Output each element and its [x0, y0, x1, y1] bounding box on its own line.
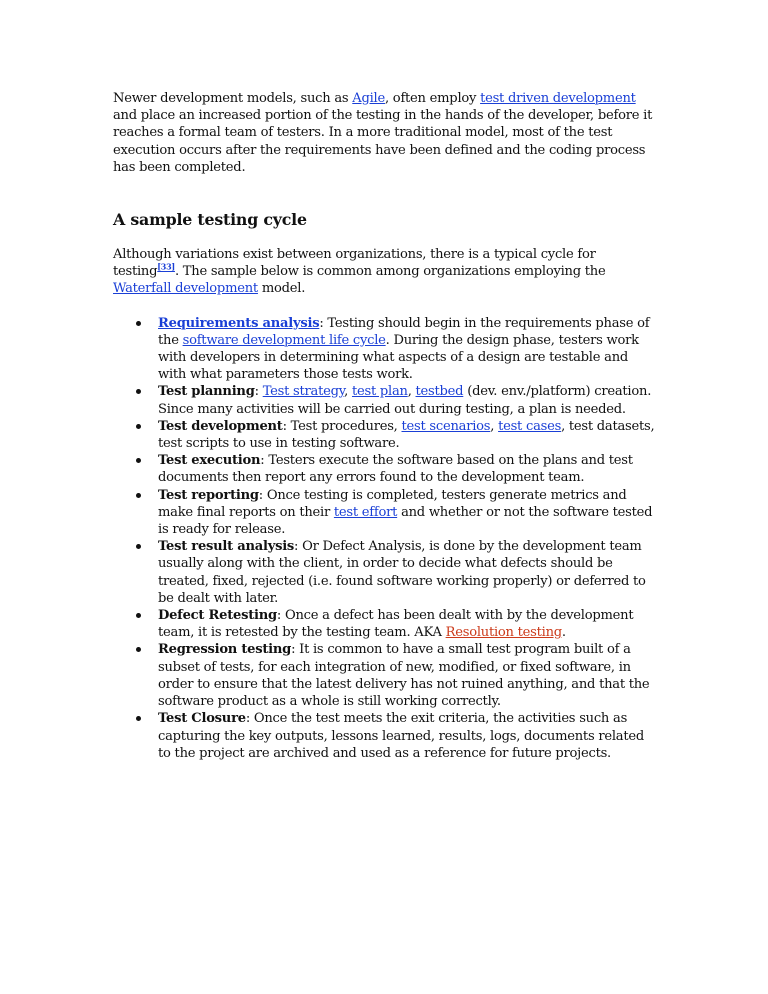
- text-segment: : Once a defect has been dealt with by the development team, it is retested by the testing team. AKA: [158, 608, 634, 641]
- term-label: Test reporting: [158, 487, 259, 503]
- text-segment: and place an increased portion of the testing in the hands of the developer, before it reaches a formal team of testers. In a more traditional model, most of the test execution occurs after the requirements have been defined and the coding process has been completed.: [113, 108, 653, 175]
- text-segment: .: [561, 625, 566, 641]
- term-label: Test execution: [158, 453, 261, 469]
- list-item-test-execution: [158, 452, 658, 486]
- lead-paragraph: [113, 246, 658, 298]
- list-item-defect-retesting: [158, 607, 658, 641]
- text-segment: . During the design phase, testers work with developers in determining what aspects of a design are testable and with what parameters those tests work.: [158, 332, 639, 383]
- link-resolution-testing[interactable]: Resolution testing: [445, 625, 562, 641]
- term-label: Test result analysis: [158, 539, 295, 555]
- link-test-strategy[interactable]: Test strategy: [262, 384, 345, 400]
- link-test-plan[interactable]: test plan: [351, 384, 408, 400]
- list-item-test-reporting: [158, 487, 658, 539]
- link-test-cases[interactable]: test cases: [498, 418, 562, 434]
- list-item-test-result-analysis: [158, 538, 658, 607]
- list-item-test-planning: [158, 383, 658, 417]
- link-test-scenarios[interactable]: test scenarios: [401, 418, 491, 434]
- text-segment: ,: [407, 384, 416, 400]
- section-heading: A sample testing cycle: [113, 210, 307, 230]
- term-label: Test development: [158, 418, 283, 434]
- text-segment: :: [254, 384, 263, 400]
- text-segment: : Once the test meets the exit criteria, the activities such as capturing the key outputs, lessons learned, results, logs, documents related to the project are archived and used as a reference for future projects.: [158, 711, 644, 761]
- text-segment: : Test procedures,: [282, 418, 402, 434]
- text-segment: Although variations exist between organizations, there is a typical cycle for testing: [113, 247, 596, 280]
- text-segment: and whether or not the software tested is ready for release.: [158, 504, 653, 538]
- text-segment: : Once testing is completed, testers generate metrics and make final reports on their: [158, 487, 627, 520]
- link-test-effort[interactable]: test effort: [333, 504, 398, 520]
- link-waterfall-development[interactable]: Waterfall development: [113, 281, 258, 297]
- term-label: Defect Retesting: [158, 608, 277, 624]
- term-label: Test planning: [158, 384, 255, 400]
- text-segment: . The sample below is common among organizations employing the: [174, 264, 606, 280]
- text-segment: (dev. env./platform) creation. Since many activities will be carried out during testing, a plan is needed.: [158, 384, 652, 417]
- list-item-regression-testing: [158, 641, 658, 710]
- text-segment: : Testers execute the software based on the plans and test documents then report any errors found to the development team.: [158, 453, 633, 486]
- text-segment: Newer development models, such as: [113, 91, 353, 106]
- list-item-test-closure: [158, 710, 658, 762]
- text-segment: : It is common to have a small test program built of a subset of tests, for each integration of new, modified, or fixed software, in order to ensure that the latest delivery has not ruined anything, and that the software product as a whole is still working correctly.: [158, 642, 650, 710]
- text-segment: ,: [344, 384, 352, 400]
- document-page: [113, 90, 658, 762]
- link-test-driven-development[interactable]: test driven development: [480, 91, 636, 106]
- link-software-development-life-cycle[interactable]: software development life cycle: [182, 332, 386, 348]
- text-segment: , often employ: [384, 91, 481, 106]
- term-label: Test Closure: [158, 711, 246, 727]
- testing-cycle-list: [113, 315, 658, 762]
- link-testbed[interactable]: testbed: [415, 384, 464, 400]
- list-item-requirements-analysis: [158, 315, 658, 384]
- text-segment: : Testing should begin in the requirements phase of the: [158, 315, 650, 348]
- text-segment: model.: [257, 281, 306, 297]
- text-segment: , test datasets, test scripts to use in testing software.: [158, 418, 655, 452]
- list-item-test-development: [158, 418, 658, 452]
- term-label: Regression testing: [158, 642, 292, 658]
- intro-paragraph: [113, 90, 658, 176]
- link-agile[interactable]: Agile: [352, 91, 385, 106]
- text-segment: : Or Defect Analysis, is done by the development team usually along with the client, in order to decide what defects should be treated, fixed, rejected (i.e. found software working properly) or deferred to be dealt with later.: [158, 539, 646, 606]
- reference-link[interactable]: [33]: [157, 261, 175, 272]
- text-segment: ,: [490, 418, 499, 434]
- link-requirements-analysis[interactable]: Requirements analysis: [158, 315, 320, 331]
